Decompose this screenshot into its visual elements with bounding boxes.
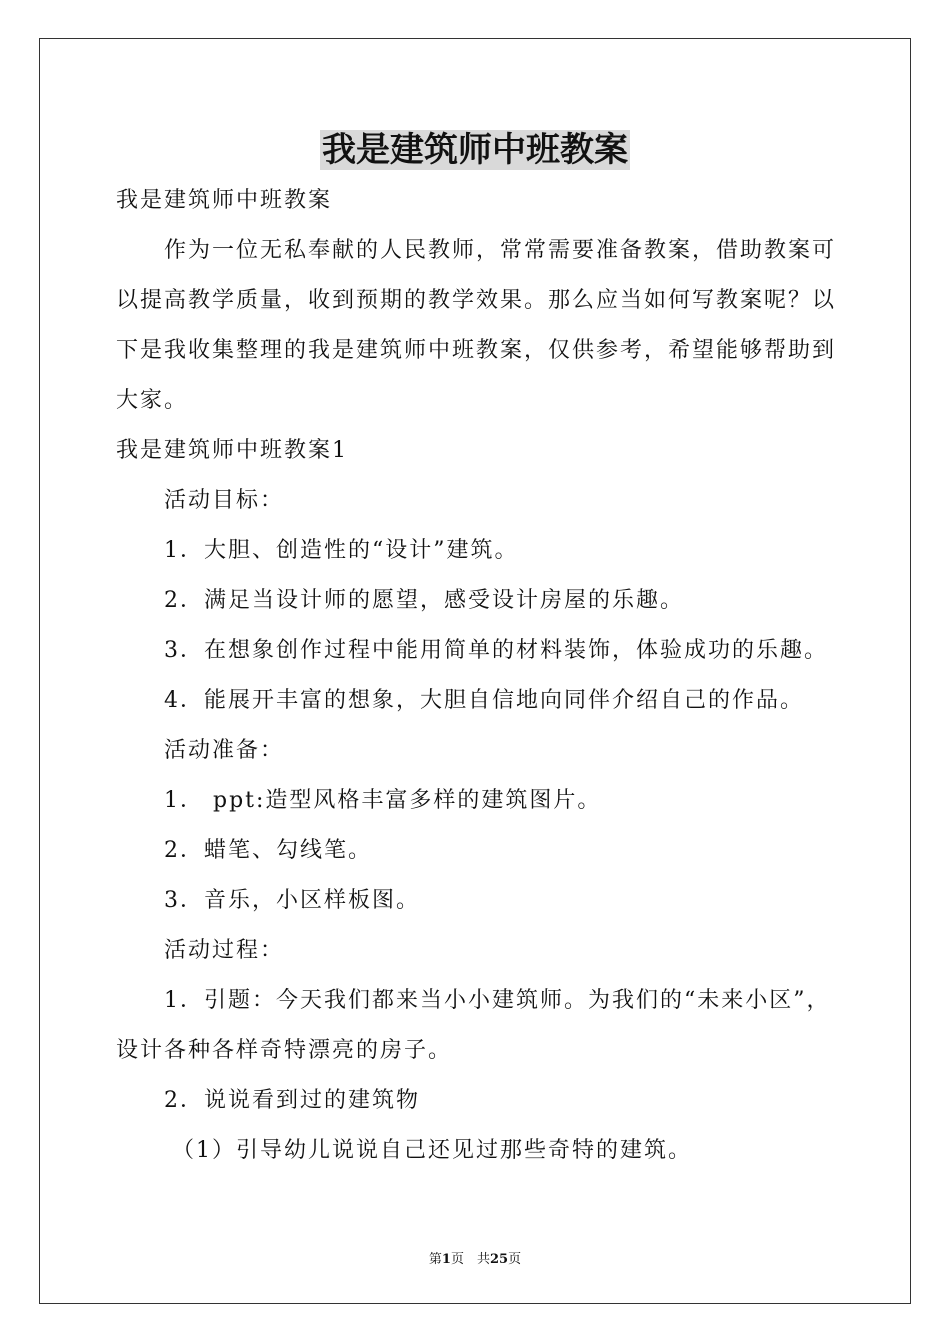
goal-item: 1．大胆、创造性的“设计”建筑。: [164, 538, 519, 563]
prep-item: 1． ppt:造型风格丰富多样的建筑图片。: [164, 788, 602, 813]
page-mid: 页 共: [450, 1252, 490, 1267]
page-total: 25: [489, 1252, 509, 1267]
intro-paragraph: 作为一位无私奉献的人民教师，常常需要准备教案，借助教案可以提高教学质量，收到预期的教学效果。那么应当如何写教案呢？以下是我收集整理的我是建筑师中班教案，仅供参考，希望能够帮助到大家。: [116, 238, 837, 413]
process-subitem: （1）引导幼儿说说自己还见过那些奇特的建筑。: [172, 1138, 692, 1163]
document-title: [0, 130, 950, 170]
page-current: 1: [441, 1252, 451, 1267]
goal-item: 2．满足当设计师的愿望，感受设计房屋的乐趣。: [164, 588, 684, 613]
goal-item: 4．能展开丰富的想象，大胆自信地向同伴介绍自己的作品。: [164, 688, 804, 713]
prep-item: 2．蜡笔、勾线笔。: [164, 838, 372, 863]
process-heading: 活动过程：: [164, 938, 285, 963]
process-item: 2．说说看到过的建筑物: [164, 1088, 420, 1113]
document-subtitle: 我是建筑师中班教案: [116, 188, 333, 213]
goals-heading: 活动目标：: [164, 488, 285, 513]
page-footer: [0, 1248, 950, 1267]
page-prefix: 第: [428, 1252, 442, 1267]
document-title-text: 我是建筑师中班教案: [322, 130, 628, 170]
prep-heading: 活动准备：: [164, 738, 285, 763]
section-heading: 我是建筑师中班教案1: [116, 438, 348, 463]
process-item: 1．引题：今天我们都来当小小建筑师。为我们的“未来小区”，设计各种各样奇特漂亮的房子。: [116, 988, 831, 1063]
document-body: [116, 176, 836, 1176]
prep-item: 3．音乐，小区样板图。: [164, 888, 420, 913]
goal-item: 3．在想象创作过程中能用简单的材料装饰，体验成功的乐趣。: [164, 638, 828, 663]
page-suffix: 页: [508, 1252, 522, 1267]
